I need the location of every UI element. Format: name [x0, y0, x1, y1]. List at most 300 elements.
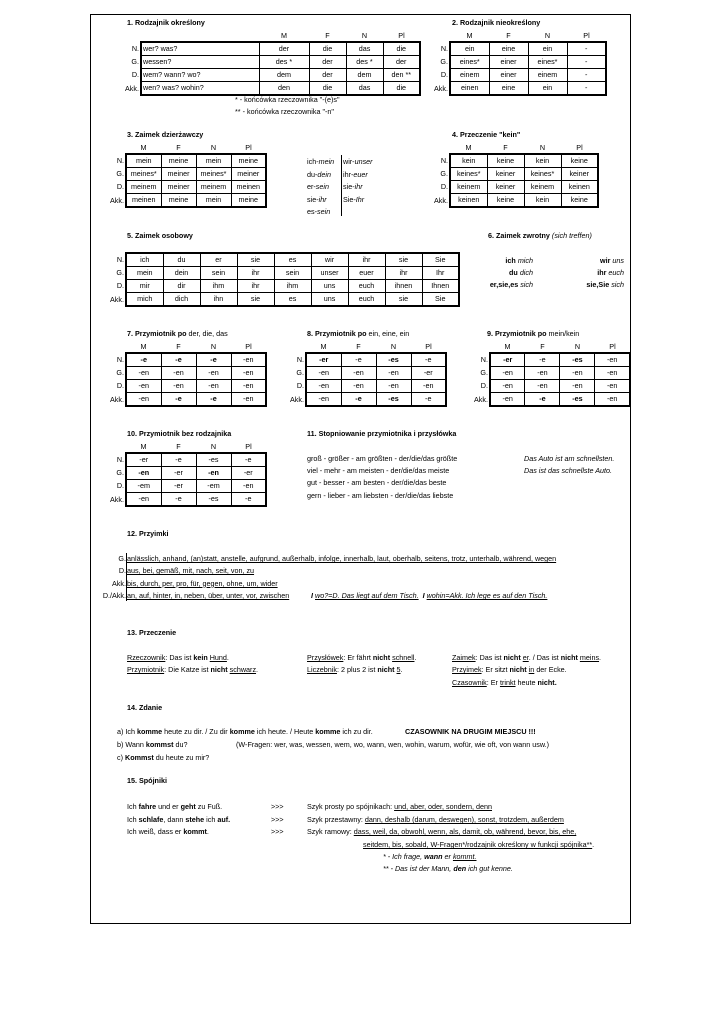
table-cell: die — [383, 42, 420, 56]
prep-divider — [126, 553, 127, 601]
footnote-1: * - Ich frage, wann er kommt. — [383, 852, 477, 861]
column-header: F — [540, 341, 545, 351]
table-cell: -e — [161, 453, 196, 467]
reflexive-pair: wir uns — [600, 256, 624, 265]
table-cell: mein — [196, 194, 231, 208]
table-cell: -e — [341, 353, 376, 367]
table-cell: mich — [126, 293, 163, 307]
table-row — [105, 194, 266, 208]
table-row — [105, 393, 266, 407]
case-label: N. — [116, 255, 124, 265]
case-label: D. — [296, 381, 304, 391]
table-row — [283, 353, 446, 367]
pronoun-pair: es-sein — [307, 207, 331, 217]
reflexive-pair: sie,Sie sich — [586, 280, 624, 289]
prep-rule-sep-2: I — [422, 591, 425, 600]
neg-adjective: Przymiotnik: Die Katze ist nicht schwarz. — [127, 665, 259, 674]
table-cell: -en — [231, 353, 266, 367]
pronoun-pair: Sie-Ihr — [343, 194, 365, 204]
case-label: N. — [116, 355, 124, 365]
case-label: G. — [440, 169, 448, 179]
table-cell: meinem — [126, 181, 161, 194]
column-header: N — [390, 341, 397, 351]
column-header: F — [176, 341, 181, 351]
table-row — [425, 82, 606, 96]
table-row — [107, 42, 420, 56]
arrow-1: >>> — [271, 802, 284, 811]
table-cell: einen — [450, 82, 489, 96]
table-row — [474, 380, 630, 393]
table-cell: eines* — [450, 56, 489, 69]
table-cell: sie — [237, 293, 274, 307]
table-cell: mein — [196, 154, 231, 168]
s12-title: 12. Przyimki — [127, 529, 169, 538]
column-header: M — [140, 441, 147, 451]
table-cell: eines* — [528, 56, 567, 69]
table-cell: einer — [489, 56, 528, 69]
s10-title: 10. Przymiotnik bez rodzajnika — [127, 429, 232, 438]
table-cell: das — [346, 82, 383, 96]
column-header: Pl — [245, 142, 252, 152]
case-label: G. — [116, 169, 124, 179]
table-cell: euch — [348, 293, 385, 307]
column-header: Pl — [609, 341, 616, 351]
table-cell: -en — [376, 380, 411, 393]
prep-list: an, auf, hinter, in, neben, über, unter, vor, zwischen — [127, 591, 290, 601]
table-cell: das — [346, 42, 383, 56]
prep-list: aus, bei, gemäß, mit, nach, seit, von, zu — [127, 566, 255, 576]
table-cell: Ihnen — [422, 280, 459, 293]
conj-example-2: Ich schlafe, dann stehe ich auf. — [127, 815, 231, 824]
neg-numeral: Liczebnik: 2 plus 2 ist nicht 5. — [307, 665, 403, 674]
table-cell: -e — [196, 393, 231, 407]
pronoun-pair: du-dein — [307, 169, 331, 179]
s5-title: 5. Zaimek osobowy — [127, 231, 193, 240]
table-cell: -en — [411, 380, 446, 393]
case-label: D. — [116, 381, 124, 391]
table-cell: -en — [490, 393, 525, 407]
table-row — [105, 367, 266, 380]
table-row — [105, 480, 266, 493]
comparison-line: gern - lieber - am liebsten - der/die/das liebste — [307, 490, 454, 500]
table-cell: - — [567, 56, 606, 69]
s8-table — [283, 341, 447, 407]
table-cell: den — [259, 82, 309, 96]
table-cell: -en — [231, 380, 266, 393]
case-label: N. — [296, 355, 304, 365]
s9-title-rest: mein/kein — [548, 329, 580, 338]
table-cell: -es — [196, 493, 231, 507]
table-cell: des * — [259, 56, 309, 69]
table-cell: ihm — [200, 280, 237, 293]
case-question: wer? was? — [141, 42, 259, 56]
case-label: G. — [131, 57, 139, 67]
s7-table — [105, 341, 267, 407]
table-cell: -en — [231, 480, 266, 493]
table-cell: der — [309, 69, 346, 82]
case-label: Akk. — [110, 494, 124, 504]
case-label: D. — [116, 281, 124, 291]
table-cell: sie — [237, 253, 274, 267]
s8-title-rest: ein, eine, ein — [368, 329, 410, 338]
prep-case-label: D. — [118, 566, 126, 576]
table-cell: -e — [161, 353, 196, 367]
table-cell: meines* — [126, 168, 161, 181]
column-header: M — [466, 30, 473, 40]
reflexive-pair: ich mich — [505, 256, 533, 265]
reflexive-pair: ihr euch — [597, 268, 624, 277]
reflexive-pair: du dich — [509, 268, 533, 277]
s14-title: 14. Zdanie — [127, 703, 163, 712]
table-cell: -en — [560, 367, 595, 380]
table-cell: keiner — [561, 168, 598, 181]
table-cell: -e — [341, 393, 376, 407]
table-cell: -em — [196, 480, 231, 493]
prep-rule-sep-1: I — [311, 591, 313, 600]
table-cell: keines* — [450, 168, 487, 181]
table-cell: dein — [163, 267, 200, 280]
table-row — [425, 181, 598, 194]
table-cell: sein — [200, 267, 237, 280]
table-row — [283, 367, 446, 380]
table-cell: -en — [231, 367, 266, 380]
table-cell: Sie — [422, 293, 459, 307]
column-header: Pl — [425, 341, 432, 351]
table-cell: -en — [196, 467, 231, 480]
table-cell: ein — [528, 42, 567, 56]
s3-table — [105, 142, 267, 208]
table-cell: -e — [525, 393, 560, 407]
prep-rule-wo: wo?=D. Das liegt auf dem Tisch. — [315, 591, 419, 600]
table-cell: die — [309, 42, 346, 56]
table-cell: dich — [163, 293, 200, 307]
table-cell: ihm — [274, 280, 311, 293]
s4-title: 4. Przeczenie "kein" — [452, 130, 521, 139]
table-cell: ihr — [385, 267, 422, 280]
table-cell: die — [383, 82, 420, 96]
footnote-2: ** - Das ist der Mann, den ich gut kenne. — [383, 864, 513, 873]
table-cell: -e — [196, 353, 231, 367]
prep-list: anlässlich, anhand, (an)statt, anstelle, aufgrund, außerhalb, infolge, innerhalb, laut, oberhalb, seitens, trotz, unterhalb, während, wegen — [127, 554, 557, 563]
s1-title: 1. Rodzajnik określony — [127, 18, 205, 27]
table-cell: wir — [311, 253, 348, 267]
pronoun-pair: ich-mein — [307, 157, 335, 166]
word-order-simple: Szyk prosty po spójnikach: und, aber, oder, sondern, denn — [307, 802, 493, 811]
table-cell: der — [309, 56, 346, 69]
neg-noun: Rzeczownik: Das ist kein Hund. — [127, 653, 229, 662]
s11-title: 11. Stopniowanie przymiotnika i przysłówka — [307, 429, 457, 438]
table-cell: -er — [161, 480, 196, 493]
table-row — [105, 353, 266, 367]
case-label: N. — [116, 455, 124, 465]
table-cell: ihr — [237, 280, 274, 293]
table-cell: -e — [411, 353, 446, 367]
s3-title: 3. Zaimek dzierżawczy — [127, 130, 204, 139]
neg-pronoun: Zaimek: Das ist nicht er. / Das ist nicht meins. — [452, 653, 602, 662]
table-cell: ich — [126, 253, 163, 267]
table-cell: er — [200, 253, 237, 267]
table-row — [105, 154, 266, 168]
sentence-a: a) Ich komme heute zu dir. / Zu dir komme ich heute. / Heute komme ich zu dir. — [117, 727, 373, 736]
prep-case-label: G. — [118, 554, 126, 563]
case-label: Akk. — [110, 394, 124, 404]
table-cell: -em — [126, 480, 161, 493]
table-cell: -en — [490, 367, 525, 380]
table-cell: den ** — [383, 69, 420, 82]
s1-note-1: * - końcówka rzeczownika "-(e)s" — [235, 95, 340, 104]
table-cell: -en — [161, 367, 196, 380]
table-cell: meiner — [231, 168, 266, 181]
s2-title: 2. Rodzajnik nieokreślony — [452, 18, 541, 27]
table-row — [105, 293, 459, 307]
table-row — [283, 393, 446, 407]
table-row — [105, 181, 266, 194]
prep-case-label: Akk. — [112, 578, 126, 588]
case-label: D. — [116, 182, 124, 192]
table-cell: Ihr — [422, 267, 459, 280]
table-row — [283, 380, 446, 393]
column-header: Pl — [245, 441, 252, 451]
case-label: G. — [116, 368, 124, 378]
pronoun-pair: sie-ihr — [307, 194, 327, 204]
comparison-line: groß - größer - am größten - der/die/das größte — [307, 454, 458, 463]
case-label: Akk. — [110, 294, 124, 304]
table-cell: eine — [489, 42, 528, 56]
table-row — [425, 56, 606, 69]
column-header: N — [539, 142, 546, 152]
table-cell: der — [383, 56, 420, 69]
table-cell: -en — [341, 380, 376, 393]
case-label: G. — [480, 368, 488, 378]
table-cell: ihr — [237, 267, 274, 280]
column-header: Pl — [245, 341, 252, 351]
table-cell: meine — [231, 154, 266, 168]
column-header: M — [504, 341, 511, 351]
table-cell: -en — [595, 393, 630, 407]
table-cell: meine — [161, 194, 196, 208]
table-row — [474, 353, 630, 367]
table-cell: meines* — [196, 168, 231, 181]
table-cell: keine — [487, 194, 524, 208]
case-label: D. — [440, 70, 448, 80]
s7-title-wrap — [127, 330, 228, 337]
table-cell: -en — [595, 367, 630, 380]
case-label: D. — [131, 70, 139, 80]
case-label: Akk. — [434, 195, 448, 205]
case-label: N. — [131, 44, 139, 54]
s9-table — [474, 341, 631, 407]
table-cell: ihnen — [385, 280, 422, 293]
prep-rule-wohin: wohin=Akk. Ich lege es auf den Tisch. — [426, 591, 548, 600]
pairs-divider — [341, 155, 342, 216]
table-cell: -en — [196, 367, 231, 380]
table-cell: -e — [231, 493, 266, 507]
table-cell: keiner — [487, 168, 524, 181]
table-cell: -en — [595, 353, 630, 367]
table-row — [425, 69, 606, 82]
table-cell: keiner — [487, 181, 524, 194]
table-row — [105, 453, 266, 467]
table-cell: -er — [126, 453, 161, 467]
prep-rule — [311, 592, 547, 599]
case-label: D. — [480, 381, 488, 391]
case-question: wessen? — [141, 56, 259, 69]
case-label: D. — [440, 182, 448, 192]
case-label: G. — [116, 268, 124, 278]
s7-title: 7. Przymiotnik po — [127, 329, 187, 338]
table-cell: -e — [161, 493, 196, 507]
table-cell: du — [163, 253, 200, 267]
s15-title: 15. Spójniki — [127, 776, 167, 785]
table-cell: einer — [489, 69, 528, 82]
table-cell: -en — [306, 367, 341, 380]
s9-title-wrap — [487, 330, 579, 337]
case-label: Akk. — [434, 83, 448, 93]
table-cell: -en — [126, 393, 161, 407]
case-label: G. — [440, 57, 448, 67]
case-label: Akk. — [474, 394, 488, 404]
table-cell: -en — [306, 393, 341, 407]
table-cell: sein — [274, 267, 311, 280]
table-row — [425, 154, 598, 168]
table-cell: meinen — [126, 194, 161, 208]
sentence-c: c) Kommst du heute zu mir? — [117, 753, 210, 762]
table-cell: meiner — [161, 168, 196, 181]
table-cell: mein — [126, 267, 163, 280]
table-cell: der — [259, 42, 309, 56]
table-cell: -en — [126, 467, 161, 480]
table-cell: -en — [231, 393, 266, 407]
table-cell: Sie — [422, 253, 459, 267]
case-question: wen? was? wohin? — [141, 82, 259, 96]
s8-title: 8. Przymiotnik po — [307, 329, 367, 338]
column-header: F — [325, 30, 330, 40]
prep-case-label: D./Akk. — [102, 591, 126, 601]
table-cell: -e — [525, 353, 560, 367]
table-cell: -en — [306, 380, 341, 393]
table-cell: ein — [450, 42, 489, 56]
column-header: M — [320, 341, 327, 351]
table-cell: -en — [525, 367, 560, 380]
table-cell: mir — [126, 280, 163, 293]
table-cell: keinen — [561, 181, 598, 194]
table-cell: meine — [161, 154, 196, 168]
table-row — [107, 82, 420, 96]
table-row — [105, 467, 266, 480]
s6-title-paren: (sich treffen) — [551, 231, 592, 240]
verb-second-rule: CZASOWNIK NA DRUGIM MIEJSCU !!! — [405, 727, 536, 736]
table-cell: einem — [450, 69, 489, 82]
table-cell: eine — [489, 82, 528, 96]
column-header: F — [176, 142, 181, 152]
column-header: Pl — [576, 142, 583, 152]
table-cell: - — [567, 69, 606, 82]
case-label: Akk. — [110, 195, 124, 205]
column-header: F — [506, 30, 511, 40]
table-row — [105, 380, 266, 393]
case-question: wem? wann? wo? — [141, 69, 259, 82]
table-cell: kein — [524, 194, 561, 208]
table-row — [105, 280, 459, 293]
column-header: M — [140, 341, 147, 351]
table-cell: ihn — [200, 293, 237, 307]
table-cell: -en — [126, 367, 161, 380]
table-cell: -e — [126, 353, 161, 367]
table-cell: -er — [411, 367, 446, 380]
table-cell: -en — [595, 380, 630, 393]
conj-example-3: Ich weiß, dass er kommt. — [127, 827, 209, 836]
column-header: F — [503, 142, 508, 152]
table-cell: -en — [560, 380, 595, 393]
table-cell: keine — [561, 154, 598, 168]
column-header: N — [210, 341, 217, 351]
table-cell: die — [309, 82, 346, 96]
table-cell: -es — [560, 353, 595, 367]
table-cell: uns — [311, 293, 348, 307]
table-cell: -es — [376, 353, 411, 367]
column-header: M — [140, 142, 147, 152]
table-cell: es — [274, 293, 311, 307]
prep-list: bis, durch, per, pro, für, gegen, ohne, um, wider — [127, 578, 278, 588]
table-cell: dem — [259, 69, 309, 82]
case-label: Akk. — [125, 83, 139, 93]
table-cell: euch — [348, 280, 385, 293]
case-label: N. — [480, 355, 488, 365]
table-cell: es — [274, 253, 311, 267]
table-cell: -e — [231, 453, 266, 467]
s2-table — [425, 30, 607, 96]
table-cell: ihr — [348, 253, 385, 267]
column-header: Pl — [583, 30, 590, 40]
table-row — [105, 267, 459, 280]
table-row — [105, 253, 459, 267]
table-cell: - — [567, 42, 606, 56]
table-row — [107, 56, 420, 69]
case-label: Akk. — [290, 394, 304, 404]
comparison-line: gut - besser - am besten - der/die/das beste — [307, 478, 447, 488]
table-cell: meiner — [161, 181, 196, 194]
table-row — [105, 493, 266, 507]
s8-title-wrap — [307, 330, 409, 337]
neg-preposition: Przyimek: Er sitzt nicht in der Ecke. — [452, 665, 567, 674]
pronoun-pair: er-sein — [307, 182, 329, 192]
table-cell: euer — [348, 267, 385, 280]
table-cell: dem — [346, 69, 383, 82]
column-header: N — [544, 30, 551, 40]
s5-table — [105, 252, 460, 307]
conj-example-1: Ich fahre und er geht zu Fuß. — [127, 802, 223, 811]
s4-table — [425, 142, 599, 208]
table-cell: -en — [126, 380, 161, 393]
column-header: M — [281, 30, 287, 40]
pronoun-pair: sie-ihr — [343, 182, 363, 192]
table-cell: keines* — [524, 168, 561, 181]
table-cell: -en — [376, 367, 411, 380]
table-cell: -er — [490, 353, 525, 367]
table-cell: uns — [311, 280, 348, 293]
table-cell: unser — [311, 267, 348, 280]
neg-verb: Czasownik: Er trinkt heute nicht. — [452, 678, 557, 687]
column-header: F — [356, 341, 361, 351]
table-cell: dir — [163, 280, 200, 293]
table-cell: keine — [561, 194, 598, 208]
table-cell: meinem — [196, 181, 231, 194]
table-cell: -en — [196, 380, 231, 393]
s6-title-wrap — [488, 232, 592, 239]
table-cell: kein — [450, 154, 487, 168]
case-label: D. — [116, 481, 124, 491]
column-header: N — [361, 30, 368, 40]
